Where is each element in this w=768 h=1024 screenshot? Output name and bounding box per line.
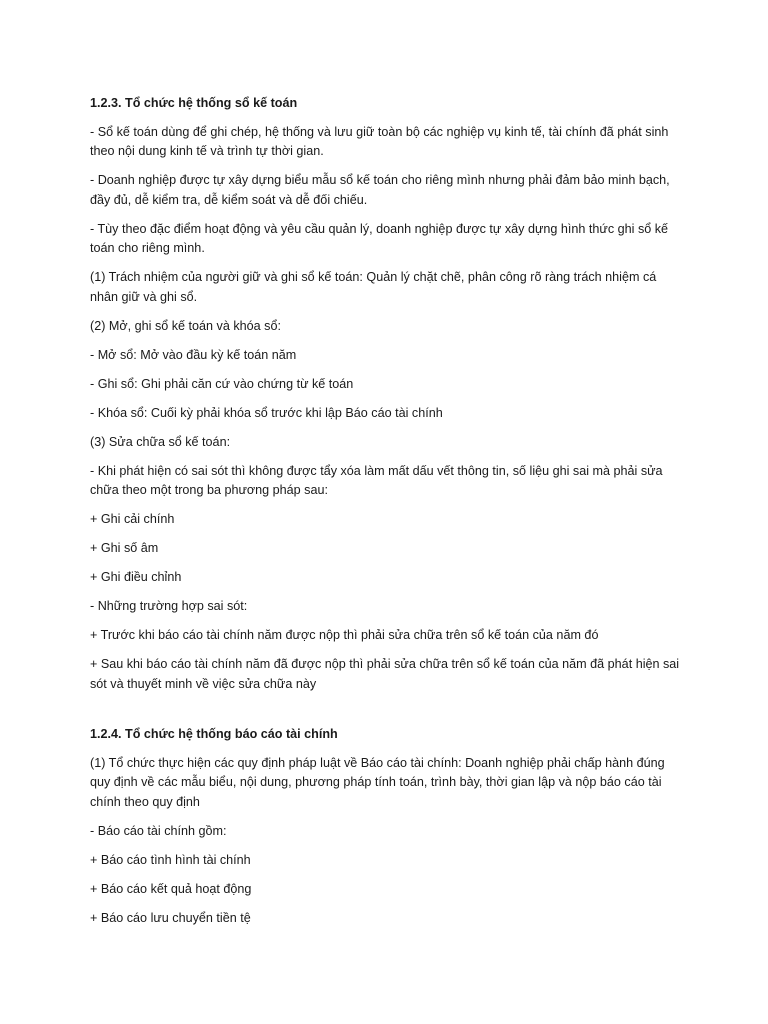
paragraph: (1) Trách nhiệm của người giữ và ghi sổ kế toán: Quản lý chặt chẽ, phân công rõ ràng trách nhiệm cá nhân giữ và ghi sổ. xyxy=(90,270,657,304)
list-item: + Báo cáo kết quả hoạt động xyxy=(90,881,252,896)
section-1-2-3 xyxy=(90,94,680,694)
section-heading: 1.2.4. Tổ chức hệ thống báo cáo tài chính xyxy=(90,727,338,741)
list-item: + Báo cáo tình hình tài chính xyxy=(90,852,251,867)
section-1-2-4 xyxy=(90,725,680,928)
paragraph: (2) Mở, ghi sổ kế toán và khóa sổ: xyxy=(90,318,281,333)
paragraph: - Khi phát hiện có sai sót thì không được tẩy xóa làm mất dấu vết thông tin, số liệu ghi sai mà phải sửa chữa theo một trong ba phương pháp sau: xyxy=(90,463,663,497)
paragraph: (3) Sửa chữa sổ kế toán: xyxy=(90,434,231,449)
paragraph: (1) Tổ chức thực hiện các quy định pháp luật về Báo cáo tài chính: Doanh nghiệp phải chấp hành đúng quy định về các mẫu biểu, nội dung, phương pháp tính toán, trình bày, thời gian lập và nộp báo cáo tài chính theo quy định xyxy=(90,755,665,809)
paragraph: - Doanh nghiệp được tự xây dựng biểu mẫu sổ kế toán cho riêng mình nhưng phải đảm bảo minh bạch, đầy đủ, dễ kiểm tra, dễ kiểm soát và dễ đối chiếu. xyxy=(90,173,670,207)
list-item: - Ghi sổ: Ghi phải căn cứ vào chứng từ kế toán xyxy=(90,376,354,391)
list-item: + Ghi điều chỉnh xyxy=(90,570,182,584)
list-item: - Khóa sổ: Cuối kỳ phải khóa sổ trước khi lập Báo cáo tài chính xyxy=(90,405,443,420)
list-item: + Ghi cải chính xyxy=(90,512,175,526)
paragraph: - Báo cáo tài chính gồm: xyxy=(90,823,227,838)
list-item: + Báo cáo lưu chuyển tiền tệ xyxy=(90,910,251,925)
list-item: - Mở sổ: Mở vào đầu kỳ kế toán năm xyxy=(90,347,297,362)
paragraph: - Sổ kế toán dùng để ghi chép, hệ thống và lưu giữ toàn bộ các nghiệp vụ kinh tế, tài chính đã phát sinh theo nội dung kinh tế và trình tự thời gian. xyxy=(90,124,669,158)
list-item: + Sau khi báo cáo tài chính năm đã được nộp thì phải sửa chữa trên sổ kế toán của năm đã phát hiện sai sót và thuyết minh về việc sửa chữa này xyxy=(90,657,680,691)
document-body xyxy=(90,94,680,938)
list-item: + Trước khi báo cáo tài chính năm được nộp thì phải sửa chữa trên sổ kế toán của năm đó xyxy=(90,628,599,642)
paragraph: - Tùy theo đặc điểm hoạt động và yêu cầu quản lý, doanh nghiệp được tự xây dựng hình thức ghi sổ kế toán cho riêng mình. xyxy=(90,221,669,255)
section-heading: 1.2.3. Tổ chức hệ thống sổ kế toán xyxy=(90,96,298,110)
paragraph: - Những trường hợp sai sót: xyxy=(90,599,248,613)
list-item: + Ghi số âm xyxy=(90,541,159,555)
